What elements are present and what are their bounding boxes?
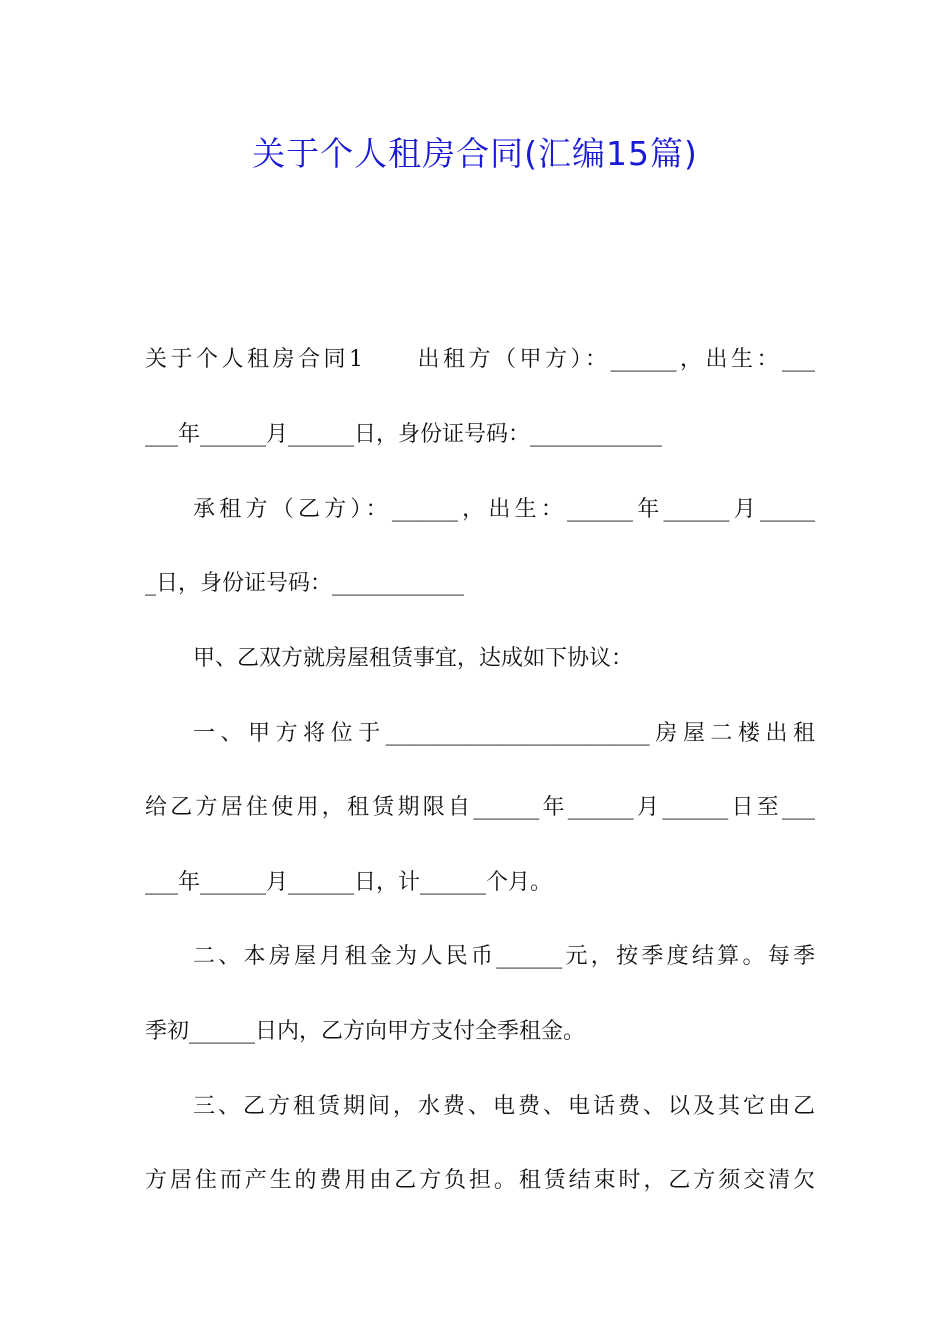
paragraph-line: 三、乙方租赁期间，水费、电费、电话费、以及其它由乙 bbox=[193, 1094, 815, 1119]
paragraph-line: 甲、乙双方就房屋租赁事宜，达成如下协议： bbox=[193, 646, 634, 671]
paragraph-line: 给乙方居住使用，租赁期限自______年______月______日至___ bbox=[145, 795, 815, 820]
paragraph-line: _日，身份证号码：____________ bbox=[145, 571, 465, 596]
paragraph-line: ___年______月______日，身份证号码：____________ bbox=[145, 422, 663, 447]
paragraph-line: ___年______月______日，计______个月。 bbox=[145, 870, 553, 895]
paragraph-line: 一、甲方将位于________________________房屋二楼出租 bbox=[193, 721, 815, 746]
paragraph-line: 方居住而产生的费用由乙方负担。租赁结束时，乙方须交清欠 bbox=[145, 1168, 815, 1193]
paragraph-line: 关于个人租房合同1 出租方（甲方）：______，出生：___ bbox=[145, 347, 815, 372]
paragraph-line: 承租方（乙方）：______，出生：______年______月_____ bbox=[193, 497, 815, 522]
paragraph-line: 季初______日内，乙方向甲方支付全季租金。 bbox=[145, 1019, 586, 1044]
document-title: 关于个人租房合同(汇编15篇) bbox=[252, 134, 698, 173]
paragraph-line: 二、本房屋月租金为人民币______元，按季度结算。每季 bbox=[193, 944, 815, 969]
